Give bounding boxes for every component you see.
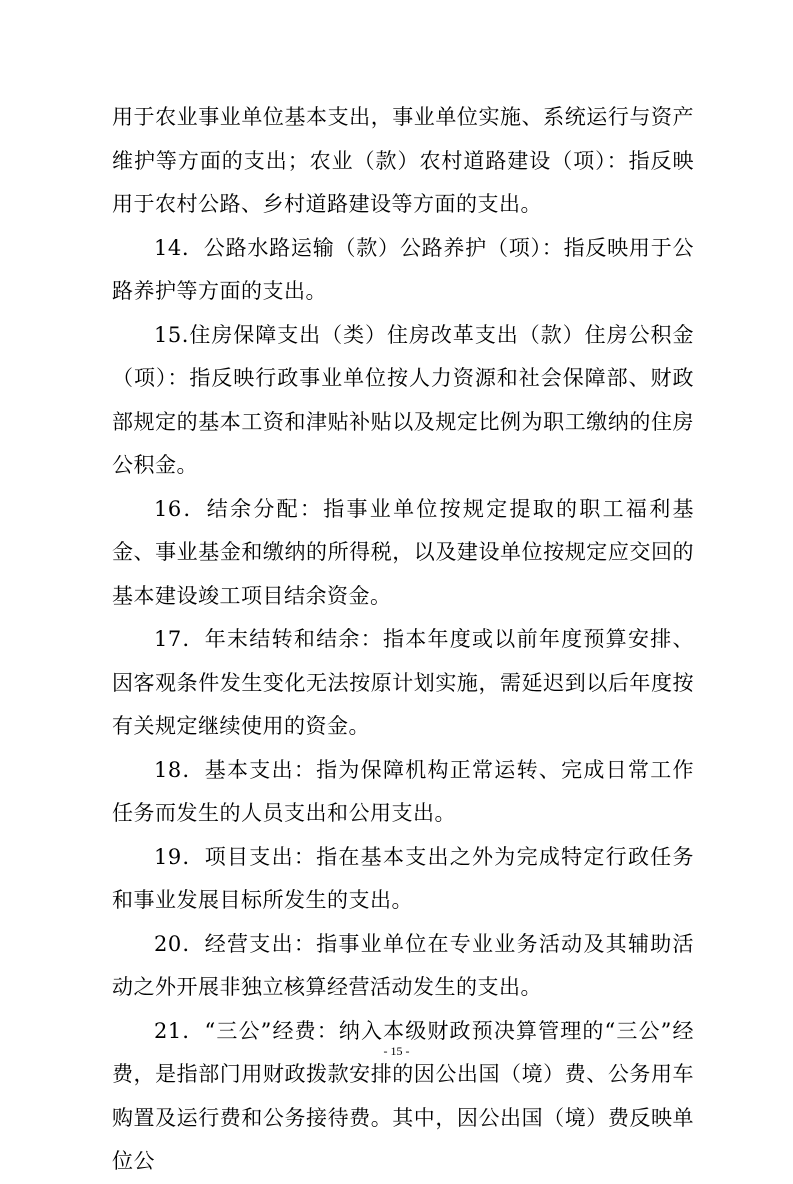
paragraph-item-18: 18．基本支出：指为保障机构正常运转、完成日常工作任务而发生的人员支出和公用支出。: [112, 757, 694, 825]
paragraph-item-21: 21．“三公”经费：纳入本级财政预决算管理的“三公”经费，是指部门用财政拨款安排的因公出国（境）费、公务用车购置及运行费和公务接待费。其中，因公出国（境）费反映单位公: [112, 1018, 694, 1173]
page-number: - 15 -: [383, 1044, 410, 1058]
paragraph-item-14: 14．公路水路运输（款）公路养护（项）：指反映用于公路养护等方面的支出。: [112, 235, 694, 303]
paragraph-item-20: 20．经营支出：指事业单位在专业业务活动及其辅助活动之外开展非独立核算经营活动发生的支出。: [112, 931, 694, 999]
paragraph-item-19: 19．项目支出：指在基本支出之外为完成特定行政任务和事业发展目标所发生的支出。: [112, 844, 694, 912]
paragraph-continuation: 用于农业事业单位基本支出，事业单位实施、系统运行与资产维护等方面的支出；农业（款）农村道路建设（项）：指反映用于农村公路、乡村道路建设等方面的支出。: [112, 105, 694, 216]
paragraph-item-16: 16．结余分配：指事业单位按规定提取的职工福利基金、事业基金和缴纳的所得税，以及建设单位按规定应交回的基本建设竣工项目结余资金。: [112, 496, 694, 608]
paragraph-item-15: 15.住房保障支出（类）住房改革支出（款）住房公积金（项）：指反映行政事业单位按人力资源和社会保障部、财政部规定的基本工资和津贴补贴以及规定比例为职工缴纳的住房公积金。: [112, 322, 694, 477]
paragraph-item-17: 17．年末结转和结余：指本年度或以前年度预算安排、因客观条件发生变化无法按原计划实施，需延迟到以后年度按有关规定继续使用的资金。: [112, 627, 694, 738]
document-body: [112, 96, 694, 1184]
